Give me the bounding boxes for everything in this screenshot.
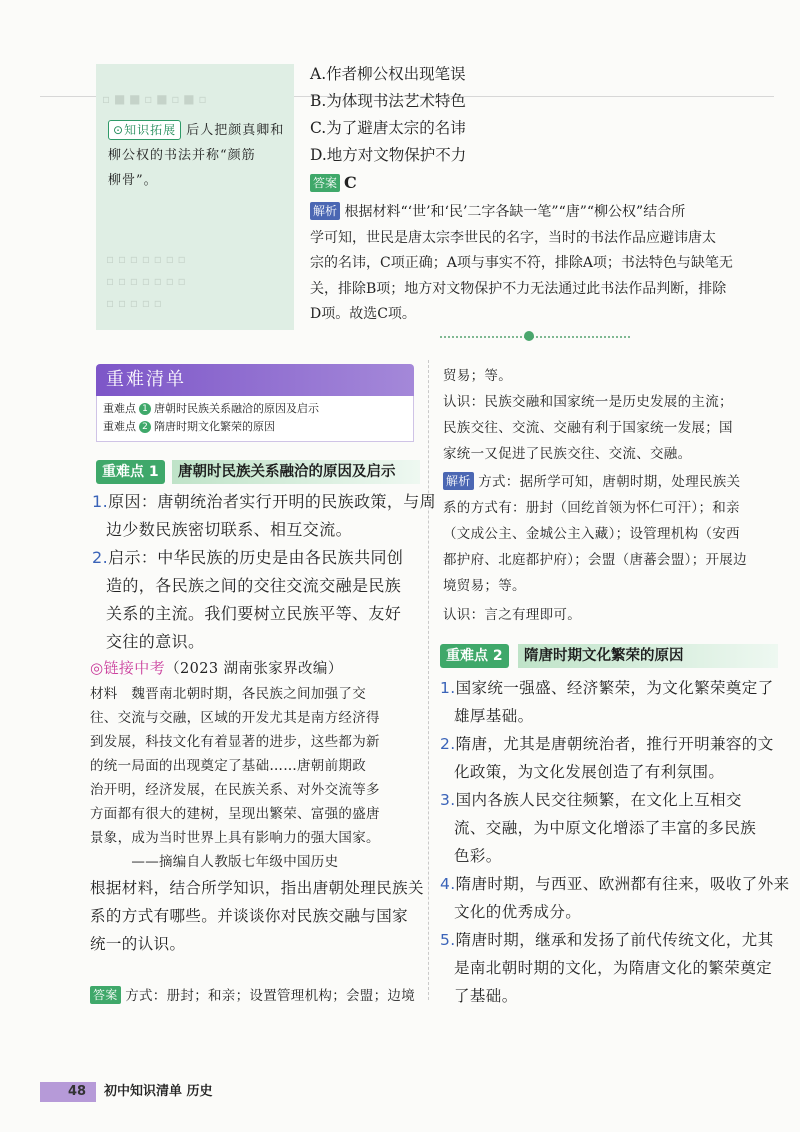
divider-dot: [524, 331, 534, 341]
point1-line: 造的，各民族之间的交往交流交融是民族: [106, 576, 402, 595]
point1-label: 重难点 1: [96, 460, 165, 484]
option-a: A.作者柳公权出现笔误: [310, 65, 466, 83]
tag-icon: ⊙: [113, 123, 125, 137]
right-expl-line: （文成公主、金城公主入藏）；设管理机构（安西: [443, 526, 740, 542]
right-expl-line: 境贸易；等。: [443, 578, 526, 594]
column-divider: [428, 360, 429, 1000]
point2-line: 文化的优秀成分。: [454, 903, 582, 921]
explanation-line: 根据材料“‘世’和‘民’二字各缺一笔”“唐”“柳公权”结合所: [344, 204, 686, 220]
footer-title: 初中知识清单 历史: [104, 1084, 213, 1099]
faded-background-text: ▫ ■ ■ ▫ ■ ▫ ■ ▫: [102, 92, 207, 106]
right-answer-line: 民族交往、交流、交融有利于国家统一发展；国: [443, 420, 733, 436]
exam-material-line: 景象，成为当时世界上具有影响力的强大国家。: [90, 830, 380, 846]
exam-question-line: 统一的认识。: [90, 935, 186, 953]
knowledge-tag: ⊙知识拓展: [108, 120, 181, 140]
link-icon: ◎: [90, 659, 104, 677]
exam-answer-badge: 答案: [90, 986, 121, 1004]
right-answer-line: 家统一又促进了民族交往、交流、交融。: [443, 446, 692, 462]
right-answer-line: 认识：民族交融和国家统一是历史发展的主流；: [443, 394, 733, 410]
point2-line: 色彩。: [454, 847, 502, 865]
point2-line: 5.隋唐时期，继承和发扬了前代传统文化，尤其: [440, 931, 774, 949]
dotted-divider: [440, 336, 630, 338]
answer-badge: 答案: [310, 174, 340, 192]
sidebar-line: 柳骨”。: [108, 173, 158, 188]
exam-tag: 链接中考: [103, 659, 166, 677]
exam-material-line: 往、交流与交融，区域的开发尤其是南方经济得: [90, 710, 380, 726]
exam-material-line: 材料 魏晋南北朝时期，各民族之间加强了交: [90, 686, 366, 702]
exam-answer-text: 方式：册封；和亲；设置管理机构；会盟；边境: [125, 988, 416, 1004]
option-c: C.为了避唐太宗的名讳: [310, 119, 466, 137]
right-expl-line: 系的方式有：册封（回纥首领为怀仁可汗）；和亲: [443, 500, 740, 516]
right-expl-line: 解析 方式：据所学可知，唐朝时期，处理民族关: [443, 470, 740, 494]
point1-title: 唐朝时民族关系融洽的原因及启示: [172, 460, 420, 484]
point2-line: 1.国家统一强盛、经济繁荣，为文化繁荣奠定了: [440, 679, 774, 697]
point2-title: 隋唐时期文化繁荣的原因: [518, 644, 778, 668]
point1-line: 2.启示：中华民族的历史是由各民族共同创: [92, 548, 404, 567]
sidebar-line: 后人把颜真卿和: [186, 123, 285, 138]
point1-header: [96, 460, 414, 484]
page-number: 48: [68, 1084, 87, 1099]
exam-question-line: 系的方式有哪些。并谈谈你对民族交融与国家: [90, 907, 409, 925]
checklist-item: 重难点 1 唐朝时民族关系融洽的原因及启示: [103, 402, 319, 415]
exam-material-line: 治开明，经济发展，在民族关系、对外交流等多: [90, 782, 380, 798]
option-d: D.地方对文物保护不力: [310, 146, 467, 164]
sidebar-line: 柳公权的书法并称“颜筋: [108, 148, 256, 163]
point2-line: 4.隋唐时期，与西亚、欧洲都有往来，吸收了外来: [440, 875, 790, 893]
right-expl-line: 都护府、北庭都护府）；会盟（唐蕃会盟）；开展边: [443, 552, 747, 568]
option-b: B.为体现书法艺术特色: [310, 92, 466, 110]
explanation-line: 学可知，世民是唐太宗李世民的名字，当时的书法作品应避讳唐太: [310, 229, 716, 246]
knowledge-extension: [108, 118, 288, 193]
point2-line: 3.国内各族人民交往频繁，在文化上互相交: [440, 791, 742, 809]
point2-label: 重难点 2: [440, 644, 509, 668]
point1-line: 交往的意识。: [106, 632, 205, 651]
point1-line: 1.原因：唐朝统治者实行开明的民族政策，与周: [92, 492, 437, 511]
exam-source-credit: ——摘编自人教版七年级中国历史: [90, 854, 339, 870]
point2-line: 是南北朝时期的文化，为隋唐文化的繁荣奠定: [454, 959, 773, 977]
point2-line: 2.隋唐，尤其是唐朝统治者，推行开明兼容的文: [440, 735, 774, 753]
point2-line: 流、交融，为中原文化增添了丰富的多民族: [454, 819, 757, 837]
point1-line: 关系的主流。我们要树立民族平等、友好: [106, 604, 402, 623]
exam-material-line: 方面都有很大的建树，呈现出繁荣、富强的盛唐: [90, 806, 380, 822]
right-expl-badge: 解析: [443, 472, 474, 490]
explanation-line: 关，排除B项；地方对文物保护不力无法通过此书法作品判断，排除: [310, 280, 727, 297]
explanation-line: 宗的名讳，C项正确；A项与事实不符，排除A项；书法特色与缺笔无: [310, 255, 733, 271]
exam-answer-row: [90, 984, 415, 1008]
point2-line: 化政策，为文化发展创造了有利氛围。: [454, 763, 725, 781]
point2-line: 了基础。: [454, 987, 518, 1005]
sidebar-panel: [96, 64, 294, 330]
checklist-item: 重难点 2 隋唐时期文化繁荣的原因: [103, 420, 275, 433]
answer-value: C: [344, 173, 357, 192]
explanation-badge: 解析: [310, 202, 340, 220]
exam-material-line: 的统一局面的出现奠定了基础……唐朝前期政: [90, 758, 366, 774]
point1-line: 边少数民族密切联系、相互交流。: [106, 520, 353, 539]
exam-source: （2023 湖南张家界改编）: [165, 661, 343, 677]
answer-row: [310, 170, 357, 196]
exam-question-line: 根据材料，结合所学知识，指出唐朝处理民族关: [90, 879, 424, 897]
checklist-box: [96, 396, 414, 442]
point2-line: 雄厚基础。: [454, 707, 534, 725]
exam-material-line: 到发展，科技文化有着显著的进步，这些都为新: [90, 734, 380, 750]
exam-link-row: [90, 654, 343, 683]
faded-background-text: ▫ ▫ ▫ ▫ ▫ ▫ ▫ ▫ ▫ ▫ ▫ ▫ ▫ ▫ ▫ ▫ ▫ ▫ ▫: [106, 252, 186, 310]
checklist-title: 重难清单: [96, 364, 414, 396]
explanation: [310, 200, 772, 328]
right-expl-line: 认识：言之有理即可。: [443, 607, 581, 623]
point2-header: [440, 644, 772, 668]
explanation-line: D项。故选C项。: [310, 306, 416, 322]
right-answer-line: 贸易；等。: [443, 368, 512, 384]
